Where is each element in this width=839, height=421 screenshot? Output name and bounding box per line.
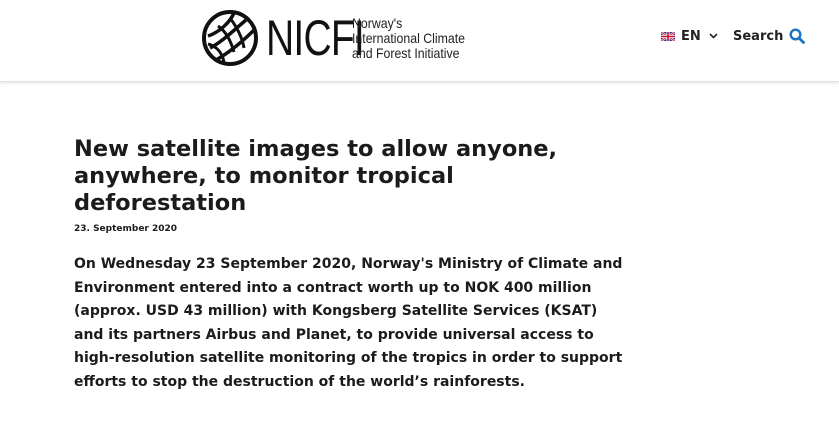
logo-tagline-line-1: Norway's xyxy=(352,14,403,31)
article xyxy=(74,136,634,394)
chevron-down-icon xyxy=(709,33,718,39)
article-title: New satellite images to allow anyone, anywhere, to monitor tropical deforestation xyxy=(74,136,558,216)
article-lead: On Wednesday 23 September 2020, Norway's Ministry of Climate and Environment entered into a contract worth up to NOK 400 million (approx. USD 43 million) with Kongsberg Satellite Services (KSAT) and its partners Airbus and Planet, to provide universal access to high-resolution satellite monitoring of the tropics in order to support efforts to stop the destruction of the world’s rainforests. xyxy=(74,256,623,390)
search-icon xyxy=(789,28,805,44)
uk-flag-icon xyxy=(661,32,675,41)
language-label: EN xyxy=(681,28,701,44)
article-date: 23. September 2020 xyxy=(74,224,178,234)
search-label: Search xyxy=(733,28,784,44)
logo-tagline-line-3: and Forest Initiative xyxy=(352,44,460,61)
search-button[interactable] xyxy=(733,26,805,46)
site-header xyxy=(0,0,839,82)
leaf-globe-logo-icon xyxy=(200,8,260,68)
nicfi-logo-link[interactable] xyxy=(200,8,480,68)
language-selector[interactable] xyxy=(661,26,718,46)
logo-tagline xyxy=(352,16,465,61)
logo-tagline-line-2: International Climate xyxy=(352,29,465,46)
logo-wordmark: NICFI xyxy=(266,10,364,66)
